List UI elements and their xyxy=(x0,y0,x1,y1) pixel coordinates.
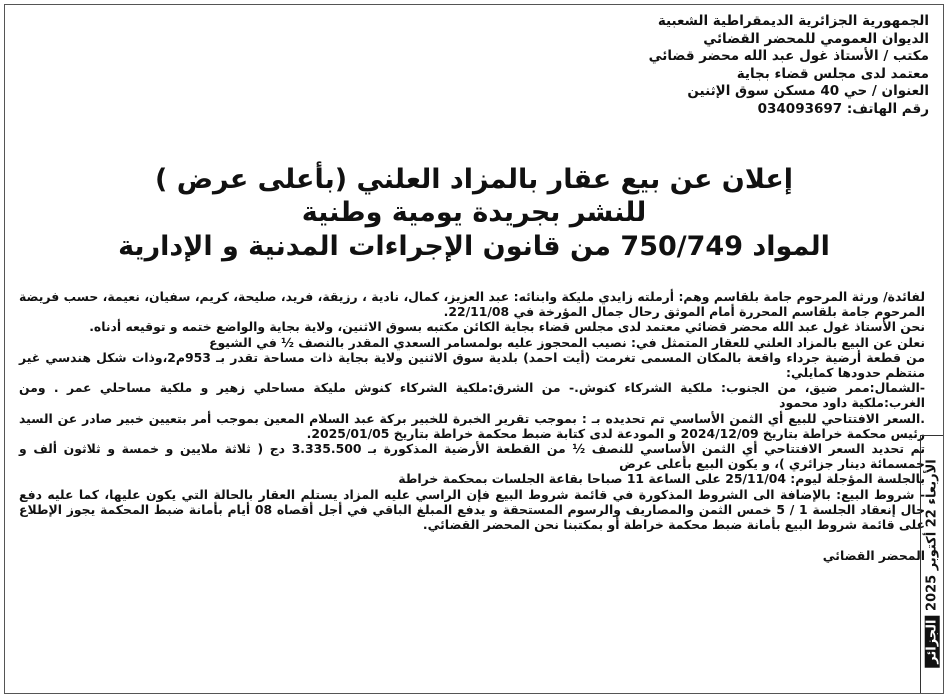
legal-notice-page xyxy=(4,4,944,694)
office-phone-line xyxy=(529,101,929,119)
session-paragraph: بالجلسة المؤجلة ليوم: 25/11/04 على الساعة 11 صباحا بقاعة الجلسات بمحكمة خراطة xyxy=(398,471,925,487)
notice-headline xyxy=(65,163,883,264)
conditions-paragraph: - شروط البيع: بالإضافة الى الشروط المذكورة في قائمة شروط البيع فإن الراسي عليه المزاد يستلم العقار بالحالة التي يكون عليها، كما عليه دفع حال إنعقاد الجلسة 1 / 5 خمس الثمن والمصاريف والرسوم المستحقة و يدفع المبلغ الباقي في أجل أقصاه 08 أيام بأمانة ضبط المحكمة يجوز الإطلاع على قائمة شروط البيع بأمانة ضبط محكمة خراطة أو بمكتبنا نحن المحضر القضائي. xyxy=(19,486,925,533)
phone-number: 034093697 xyxy=(757,100,843,117)
announcement-paragraph: نعلن عن البيع بالمزاد العلني للعقار المتمثل في: نصيب المحجوز عليه بولمسامر السعدي المقدر بالنصف ½ في الشيوع xyxy=(209,334,925,350)
office-type-line: الديوان العمومي للمحضر القضائي xyxy=(703,30,929,47)
boundaries-paragraph: -الشمال:ممر ضيق، من الجنوب: ملكية الشركاء كنوش.- من الشرق:ملكية الشركاء كنوش مليكة مساحلي زهير و ملكية مساحلي عمر . ومن الغرب:ملكية داود محمود xyxy=(19,380,925,411)
republic-line: الجمهورية الجزائرية الديمقراطية الشعبية xyxy=(657,13,929,29)
headline-title: إعلان عن بيع عقار بالمزاد العلني (بأعلى عرض ) xyxy=(154,164,794,195)
notice-body xyxy=(19,289,925,563)
office-header xyxy=(529,13,929,118)
beneficiaries-paragraph: لفائدة/ ورثة المرحوم جامة بلقاسم وهم: أرملته زايدي مليكة وابنائه: عبد العزيز، كمال، نادية ، رزيقة، فريد، صليحة، كريم، سفيان، نعيمة، حسب فريضة المرحوم جامة بلقاسم المحررة أمام الموثق رحال جمال المؤرخة في 22/11/08. xyxy=(19,289,925,320)
headline-publication: للنشر بجريدة يومية وطنية xyxy=(301,197,647,228)
office-accreditation-line: معتمد لدى مجلس قضاء بجاية xyxy=(736,65,929,82)
signature: المحضر القضائي xyxy=(822,548,925,564)
expertise-paragraph: .السعر الافتتاحي للبيع أي الثمن الأساسي تم تحديده بـ : بموجب تقرير الخبرة للخبير بركة عبد السلام المعين بموجب أمر بتعيين خبير صادر عن السيد رئيس محكمة خراطة بتاريخ 2024/12/09 و المودعة لدى كتابة ضبط محكمة خراطة بتاريخ 2025/01/05. xyxy=(19,410,925,441)
newspaper-side-strip xyxy=(920,435,943,694)
property-paragraph: من قطعة أرضية جرداء واقعة بالمكان المسمى تغرمت (أيت احمد) بلدية سوق الاثنين ولاية بجاية ذات مساحة تقدر بـ 953م2،وذات شكل هندسي غير منتظم حدودها كمايلي: xyxy=(19,349,925,381)
office-address-line: العنوان / حي 40 مسكن سوق الإثنين xyxy=(687,83,929,99)
side-date: الأربعاء 22 أكتوبر 2025 xyxy=(924,458,940,611)
phone-label: رقم الهاتف: xyxy=(846,100,929,117)
price-paragraph: تم تحديد السعر الافتتاحي أي الثمن الأساسي للنصف ½ من القطعة الأرضية المذكورة بـ 3.335.500 دج ( ثلاثة ملايين و خمسة و ثلاثون ألف و خمسمائة دينار جزائري )، و يكون البيع بأعلى عرض xyxy=(19,441,925,472)
bailiff-paragraph: نحن الأستاذ غول عبد الله محضر قضائي معتمد لدى مجلس قضاء بجاية الكائن مكتبه بسوق الاثنين، ولاية بجاية والواضع ختمه و توقيعه أدناه. xyxy=(89,319,925,335)
side-strip-text xyxy=(925,459,940,675)
headline-articles: المواد 750/749 من قانون الإجراءات المدنية و الإدارية xyxy=(118,231,830,262)
newspaper-name: الجزائر xyxy=(925,615,940,667)
office-bailiff-line: مكتب / الأستاذ غول عبد الله محضر قضائي xyxy=(648,48,929,64)
